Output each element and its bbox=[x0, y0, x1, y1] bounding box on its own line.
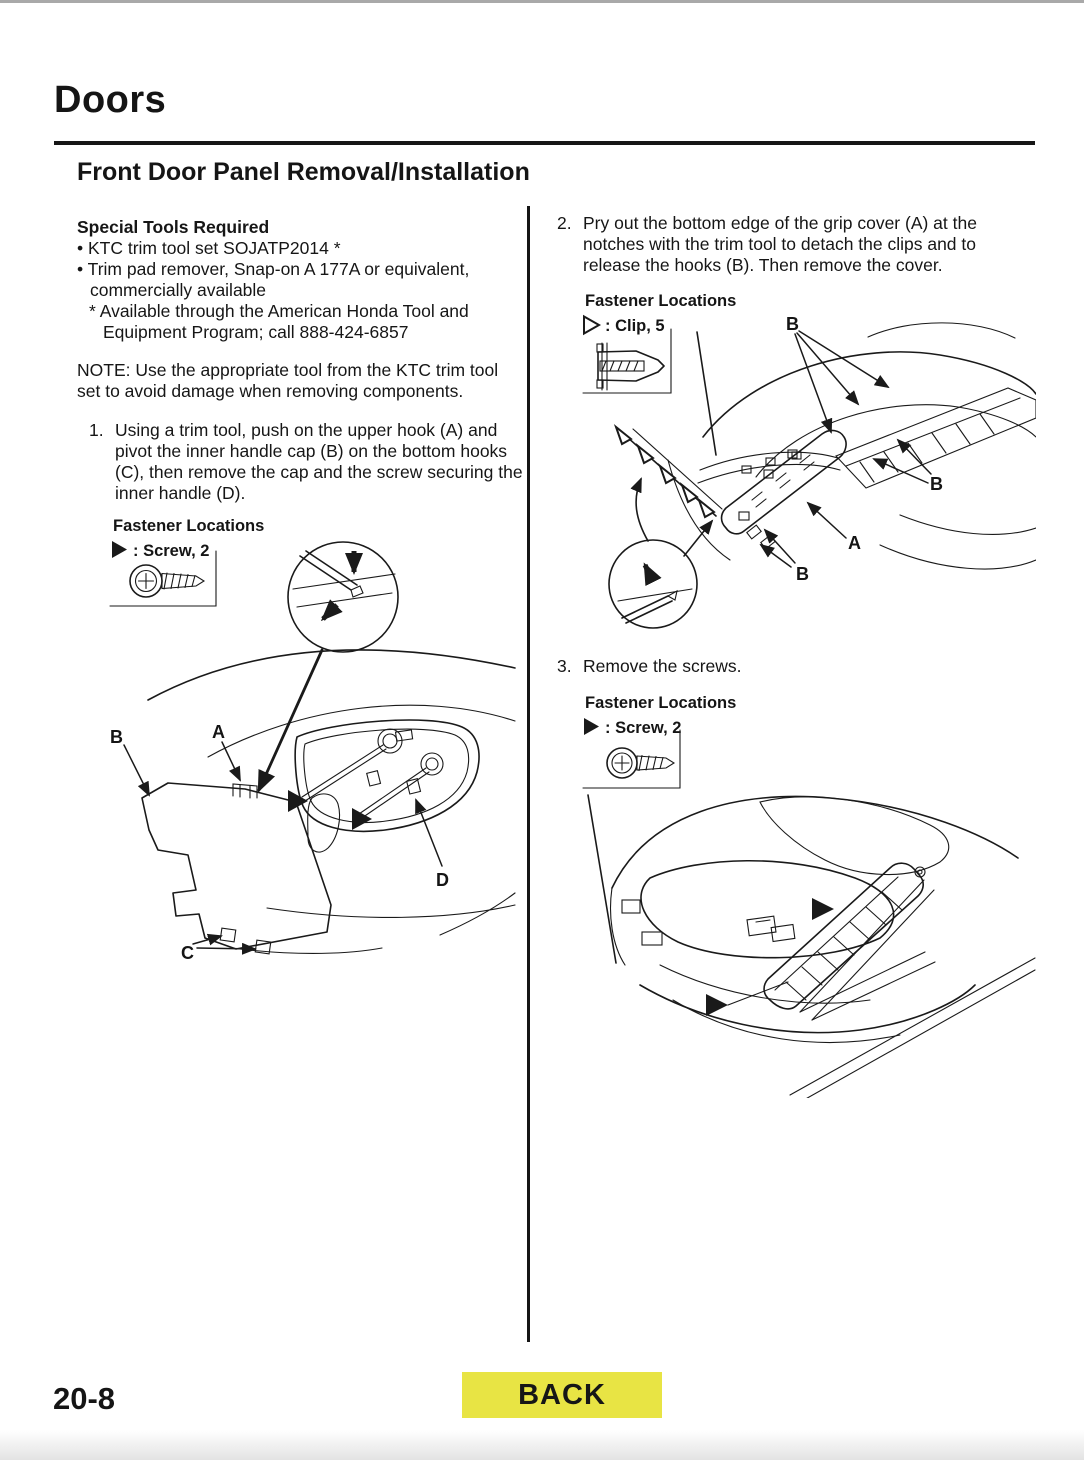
column-divider bbox=[527, 206, 530, 1342]
inner-handle-recess-art bbox=[288, 720, 479, 852]
page-title: Doors bbox=[54, 79, 167, 121]
fastener-heading: Fastener Locations bbox=[113, 517, 265, 535]
title-rule bbox=[54, 141, 1035, 145]
fastener-item-label: : Screw, 2 bbox=[133, 542, 210, 560]
part-labels bbox=[110, 722, 449, 963]
magnifier-pointer-arrow bbox=[259, 650, 322, 790]
special-tools-heading: Special Tools Required bbox=[77, 217, 270, 237]
step-2-text: Pry out the bottom edge of the grip cover (A) at the notches with the trim tool to detach the clips and to release the hooks (B). Then remove the cover. bbox=[583, 213, 977, 275]
hook-detail bbox=[351, 586, 363, 597]
illustration-inner-handle-cap bbox=[80, 505, 520, 1000]
label-A: A bbox=[212, 722, 225, 742]
door-art bbox=[148, 650, 515, 953]
door-art bbox=[588, 795, 1035, 1098]
step-2-number: 2. bbox=[557, 213, 572, 233]
part-labels bbox=[761, 314, 943, 584]
fastener-item-label: : Clip, 5 bbox=[605, 317, 665, 335]
grip-cover-art bbox=[722, 430, 847, 548]
note-paragraph: NOTE: Use the appropriate tool from the KTC trim tool set to avoid damage when removing components. bbox=[77, 360, 499, 401]
step-3 bbox=[557, 656, 1031, 677]
screw-icon bbox=[130, 565, 204, 597]
label-B-bottom: B bbox=[796, 564, 809, 584]
exposed-door-edge bbox=[836, 388, 1036, 488]
screw-marker-icon bbox=[584, 718, 599, 735]
magnifier-pointer-line bbox=[684, 521, 712, 556]
magnifier-circle-trim-tool bbox=[609, 540, 697, 628]
illustration-grip-cover bbox=[560, 288, 1036, 660]
back-button[interactable]: BACK bbox=[462, 1372, 662, 1418]
pivot-arrow bbox=[323, 605, 337, 619]
clip-marker-icon bbox=[584, 317, 599, 334]
fastener-box-step3 bbox=[583, 694, 736, 788]
special-tool-item: • Trim pad remover, Snap-on A 177A or equivalent, commercially available bbox=[77, 259, 470, 300]
fastener-heading: Fastener Locations bbox=[585, 694, 737, 712]
clip-rail-art bbox=[616, 427, 722, 517]
clip-icon bbox=[597, 343, 664, 390]
magnifier-circle-trim-tool bbox=[288, 542, 398, 652]
screw-location-triangle bbox=[706, 994, 728, 1016]
pry-up-arrow bbox=[645, 565, 653, 581]
page-top-edge bbox=[0, 0, 1084, 3]
page-number: 20-8 bbox=[53, 1381, 116, 1416]
label-D: D bbox=[436, 870, 449, 890]
illustration-remove-screws bbox=[560, 688, 1036, 1098]
fastener-box-step1 bbox=[110, 517, 264, 606]
handle-cap-art bbox=[142, 783, 331, 954]
fastener-box-step2 bbox=[583, 292, 736, 393]
step-1-number: 1. bbox=[89, 420, 104, 440]
window-switch-detail bbox=[747, 916, 795, 941]
magnifier-pointer-curve bbox=[636, 479, 648, 541]
step-1-text: Using a trim tool, push on the upper hook (A) and pivot the inner handle cap (B) on the bottom hooks (C), then remove the cap and the screw securing the inner handle (D). bbox=[115, 420, 523, 503]
trim-tool-shaft bbox=[300, 556, 351, 590]
open-grip-cover-art bbox=[764, 863, 934, 1020]
section-title: Front Door Panel Removal/Installation bbox=[77, 158, 530, 186]
screw-marker-icon bbox=[112, 541, 127, 558]
screw-icon bbox=[607, 748, 674, 778]
label-A: A bbox=[848, 533, 861, 553]
page-bottom-shadow bbox=[0, 1430, 1084, 1460]
step-1 bbox=[89, 420, 523, 504]
step-2 bbox=[557, 213, 1031, 276]
special-tools-footnote: * Available through the American Honda Tool and Equipment Program; call 888-424-6857 bbox=[89, 301, 469, 342]
fastener-item-label: : Screw, 2 bbox=[605, 719, 682, 737]
screw-location-triangle bbox=[812, 898, 834, 920]
special-tools-block bbox=[77, 217, 515, 343]
label-C: C bbox=[181, 943, 194, 963]
screw-axis-line bbox=[356, 768, 426, 816]
label-B-right: B bbox=[930, 474, 943, 494]
bottom-hook-tab bbox=[220, 928, 236, 942]
step-3-number: 3. bbox=[557, 656, 572, 676]
fastener-heading: Fastener Locations bbox=[585, 292, 737, 310]
label-B-top: B bbox=[786, 314, 799, 334]
special-tool-item: • KTC trim tool set SOJATP2014 * bbox=[77, 238, 341, 258]
step-3-text: Remove the screws. bbox=[583, 656, 742, 676]
screw-axis-line bbox=[302, 745, 383, 797]
label-B: B bbox=[110, 727, 123, 747]
